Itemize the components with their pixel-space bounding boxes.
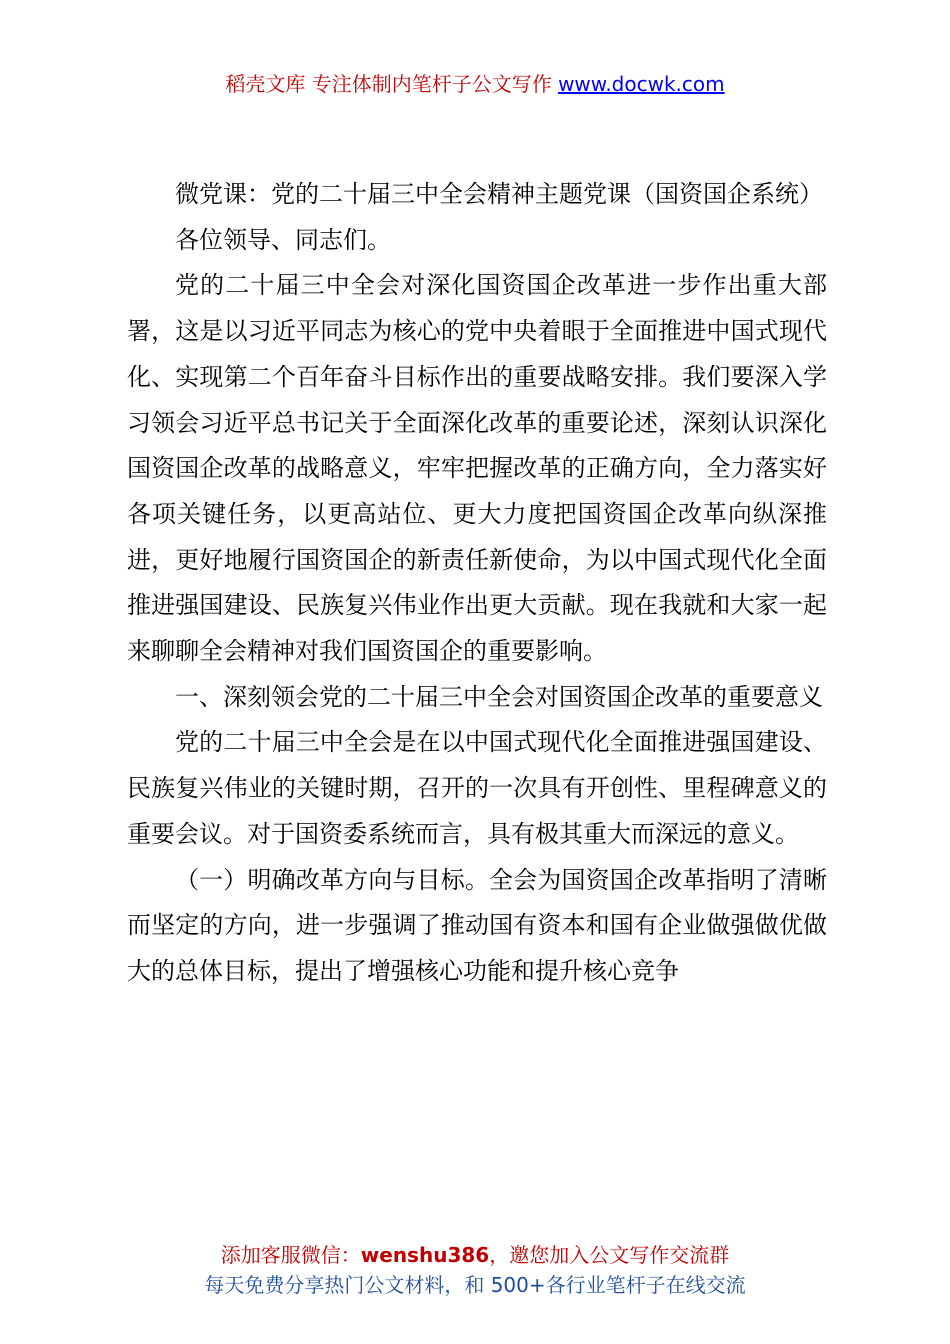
section-heading-1: 一、深刻领会党的二十届三中全会对国资国企改革的重要意义 xyxy=(175,682,823,711)
footer-promo-line: 每天免费分享热门公文材料，和 500+各行业笔杆子在线交流 xyxy=(204,1273,746,1297)
brand-tagline: 专注体制内笔杆子公文写作 xyxy=(311,72,552,96)
subsection-1-paragraph: （一）明确改革方向与目标。全会为国资国企改革指明了清晰而坚定的方向，进一步强调了推动国有资本和国有企业做强做优做大的总体目标，提出了增强核心功能和提升核心竞争 xyxy=(127,865,827,985)
footer-prefix: 添加客服微信： xyxy=(220,1243,361,1267)
section-1-paragraph: 党的二十届三中全会是在以中国式现代化全面推进强国建设、民族复兴伟业的关键时期，召开的一次具有开创性、里程碑意义的重要会议。对于国资委系统而言，具有极其重大而深远的意义。 xyxy=(127,728,827,848)
document-title: 微党课：党的二十届三中全会精神主题党课（国资国企系统） xyxy=(175,180,823,208)
page-header xyxy=(0,70,950,98)
intro-paragraph: 党的二十届三中全会对深化国资国企改革进一步作出重大部署，这是以习近平同志为核心的党中央着眼于全面推进中国式现代化、实现第二个百年奋斗目标作出的重要战略安排。我们要深入学习领会习近平总书记关于全面深化改革的重要论述，深刻认识深化国资国企改革的战略意义，牢牢把握改革的正确方向，全力落实好各项关键任务，以更高站位、更大力度把国资国企改革向纵深推进，更好地履行国资国企的新责任新使命，为以中国式现代化全面推进强国建设、民族复兴伟业作出更大贡献。现在我就和大家一起来聊聊全会精神对我们国资国企的重要影响。 xyxy=(127,271,827,666)
document-body xyxy=(127,172,827,995)
site-link[interactable]: www.docwk.com xyxy=(558,72,725,96)
page-footer xyxy=(0,1240,950,1300)
salutation: 各位领导、同志们。 xyxy=(175,225,391,254)
footer-suffix: ，邀您加入公文写作交流群 xyxy=(489,1243,730,1267)
footer-contact-line xyxy=(0,1240,950,1270)
wechat-id: wenshu386 xyxy=(360,1243,490,1267)
brand-name: 稻壳文库 xyxy=(225,72,306,96)
